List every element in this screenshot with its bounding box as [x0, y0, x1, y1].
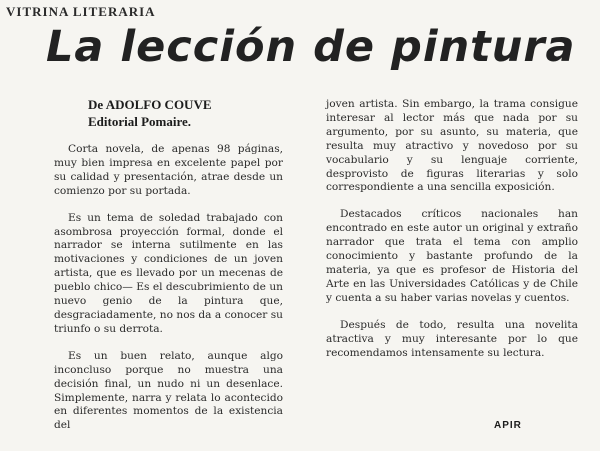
author-line: De ADOLFO COUVE: [88, 97, 212, 112]
left-column: [54, 143, 283, 446]
section-label: VITRINA LITERARIA: [6, 4, 156, 19]
paragraph: Es un tema de soledad trabajado con asombrosa proyección formal, donde el narrador se interna sutilmente en las motivaciones y condiciones de un joven artista, que es llevado por un mecenas de pueblo chico— Es el descubrimiento de un nuevo genio de la pintura que, desgraciadamente, no nos da a conocer su triunfo o su derrota.: [54, 211, 283, 335]
publisher-line: Editorial Pomaire.: [88, 114, 192, 129]
paragraph: joven artista. Sin embargo, la trama consigue interesar al lector más que nada por su argumento, por su asunto, su materia, que resulta muy atractivo y novedoso por su vocabulario y su lenguaje corriente, desprovisto de figuras literarias y solo correspondiente a una sencilla exposición.: [326, 98, 578, 194]
paragraph: Después de todo, resulta una novelita atractiva y muy interesante por lo que recomendamos intensamente su lectura.: [326, 318, 578, 359]
right-column: [326, 98, 578, 373]
paragraph: Es un buen relato, aunque algo inconcluso porque no muestra una decisión final, un nudo ni un desenlace. Simplemente, narra y relata lo acontecido en diferentes momentos de la existencia del: [54, 349, 283, 432]
byline: [88, 96, 212, 130]
paragraph: Corta novela, de apenas 98 páginas, muy bien impresa en excelente papel por su calidad y presentación, atrae desde un comienzo por su portada.: [54, 143, 283, 197]
paragraph: Destacados críticos nacionales han encontrado en este autor un original y extraño narrador que trata el tema con amplio conocimiento y bastante profundo de la materia, ya que es profesor de Historia del Arte en las Universidades Católicas y de Chile y cuenta a su haber varias novelas y cuentos.: [326, 208, 578, 304]
article-title: La lección de pintura: [46, 22, 576, 72]
signature: APIR: [494, 420, 522, 431]
